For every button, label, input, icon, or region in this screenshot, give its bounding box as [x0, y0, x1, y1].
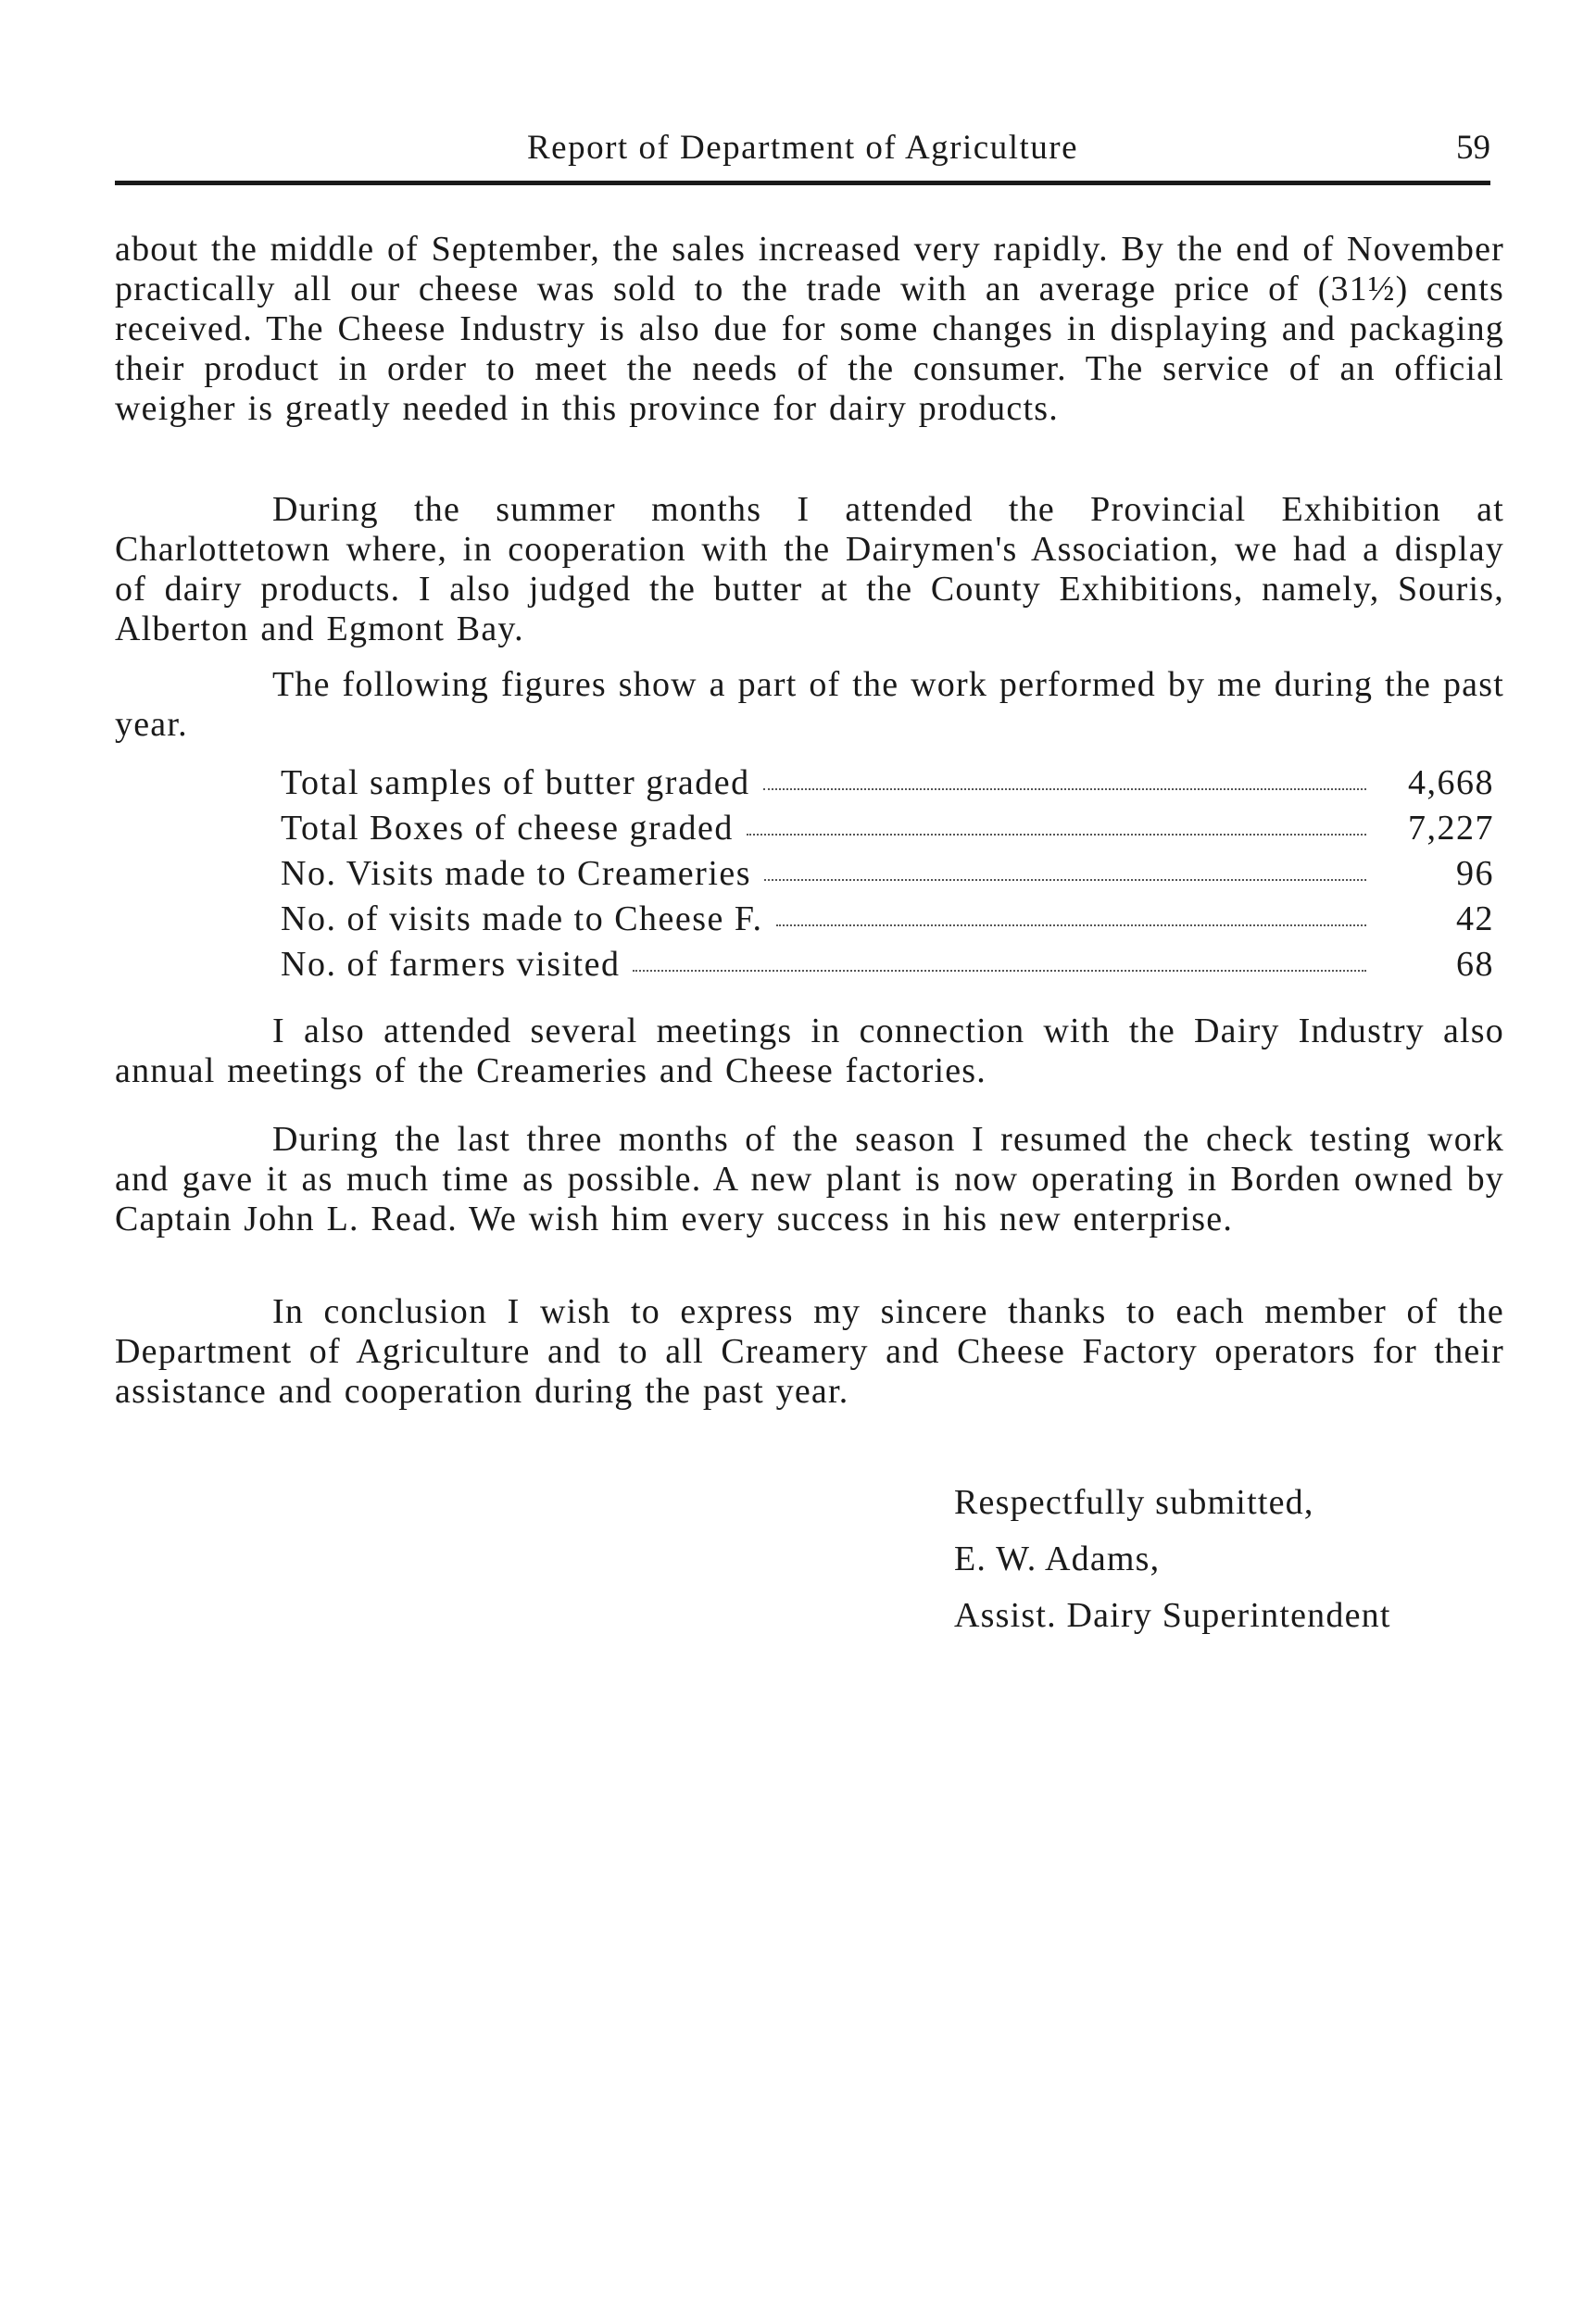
paragraph-check-testing: During the last three months of the season I resumed the check testing work and gave it as much time as possible. A new plant is now operating in Borden owned by Captain John L. Read. We wish him every success in his new enterprise. — [115, 1120, 1504, 1238]
paragraph-cheese-sales: about the middle of September, the sales increased very rapidly. By the end of November practically all our cheese was sold to the trade with an average price of (31½) cents received. The Cheese Industry is also due for some changes in displaying and packaging their product in order to meet the needs of the consumer. The service of an official weigher is greatly needed in this province for dairy products. — [115, 230, 1504, 428]
paragraph-figures-intro: The following figures show a part of the work performed by me during the past year. — [115, 665, 1504, 744]
stat-value: 4,668 — [1408, 763, 1494, 802]
signature-name: E. W. Adams, — [954, 1540, 1161, 1578]
stat-label: No. Visits made to Creameries — [281, 854, 752, 893]
stat-row — [281, 762, 1494, 808]
dot-leader — [764, 879, 1366, 881]
signature-closing: Respectfully submitted, — [954, 1483, 1314, 1522]
stat-row — [281, 944, 1494, 989]
stat-value: 96 — [1456, 854, 1494, 893]
stat-label: No. of farmers visited — [281, 945, 621, 984]
page-header — [115, 128, 1490, 176]
running-title: Report of Department of Agriculture — [527, 129, 1078, 167]
header-rule — [115, 181, 1490, 185]
paragraph-exhibitions: During the summer months I attended the Provincial Exhibition at Charlottetown where, in cooperation with the Dairymen's Association, we had a display of dairy products. I also judged the butter at the County Exhibitions, namely, Souris, Alberton and Egmont Bay. — [115, 490, 1504, 648]
stat-row — [281, 899, 1494, 944]
stat-row — [281, 808, 1494, 853]
stat-row — [281, 853, 1494, 899]
dot-leader — [776, 924, 1366, 926]
signature-block — [954, 1475, 1391, 1644]
stat-label: Total Boxes of cheese graded — [281, 809, 734, 848]
stat-label: No. of visits made to Cheese F. — [281, 899, 763, 938]
dot-leader — [763, 788, 1366, 790]
work-figures-list — [281, 762, 1494, 989]
signature-title: Assist. Dairy Superintendent — [954, 1596, 1391, 1635]
stat-value: 7,227 — [1408, 809, 1494, 848]
dot-leader — [633, 970, 1366, 972]
stat-value: 68 — [1456, 945, 1494, 984]
paragraph-meetings: I also attended several meetings in connection with the Dairy Industry also annual meetings of the Creameries and Cheese factories. — [115, 1012, 1504, 1090]
paragraph-conclusion: In conclusion I wish to express my sincere thanks to each member of the Department of Agriculture and to all Creamery and Cheese Factory operators for their assistance and cooperation during the past year. — [115, 1292, 1504, 1411]
stat-value: 42 — [1456, 899, 1494, 938]
dot-leader — [747, 834, 1366, 836]
stat-label: Total samples of butter graded — [281, 763, 750, 802]
page-number: 59 — [1456, 129, 1490, 167]
